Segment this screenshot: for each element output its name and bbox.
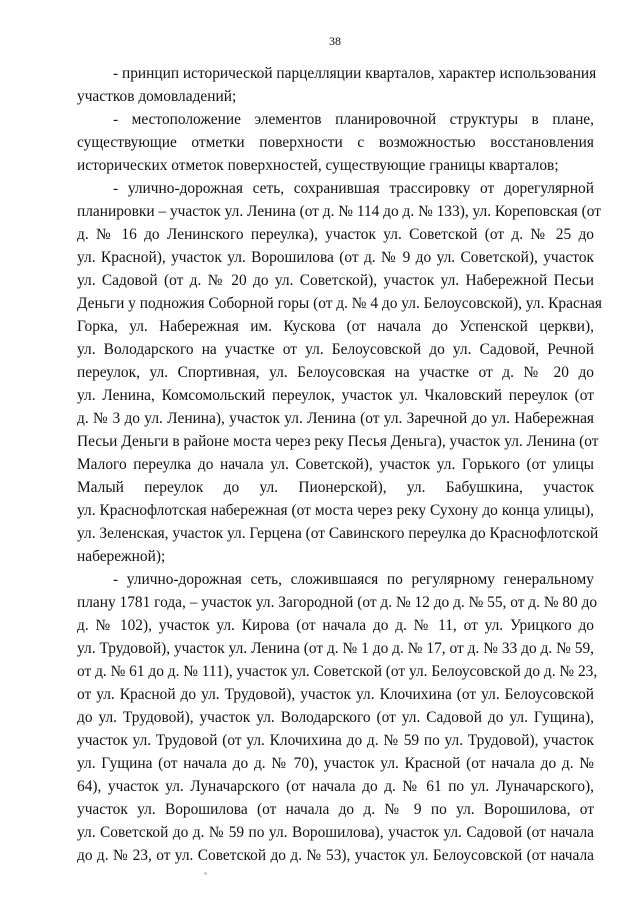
text-line: от д. № 61 до д. № 111), участок ул. Советской (от ул. Белоусовской до д. № 23,: [77, 663, 598, 680]
text-line: участок ул. Ворошилова (от начала до д. № 9 по ул. Ворошилова, от: [77, 801, 594, 818]
text-line: Горка, ул. Набережная им. Кускова (от начала до Успенской церкви),: [77, 318, 594, 335]
text-line: ул. Трудовой), участок ул. Ленина (от д. № 1 до д. № 17, от д. № 33 до д. № 59,: [77, 640, 594, 657]
text-line: - принцип исторической парцелляции кварталов, характер использования: [113, 65, 597, 82]
text-line: ул. Краснофлотская набережная (от моста через реку Сухону до конца улицы),: [77, 502, 594, 519]
text-line: д. № 3 до ул. Ленина), участок ул. Ленина (от ул. Заречной до ул. Набережная: [77, 410, 594, 427]
text-line: Песьи Деньги в районе моста через реку Песья Деньга), участок ул. Ленина (от: [77, 433, 599, 450]
text-line: Деньги у подножия Соборной горы (от д. № 4 до ул. Белоусовской), ул. Красная: [77, 295, 602, 312]
paragraph: [77, 108, 594, 177]
text-line: планировки – участок ул. Ленина (от д. № 114 до д. № 133), ул. Кореповская (от: [77, 203, 601, 220]
text-line: исторических отметок поверхностей, существующие границы кварталов;: [77, 157, 559, 174]
text-line: плану 1781 года, – участок ул. Загородной (от д. № 12 до д. № 55, от д. № 80 до: [77, 594, 598, 611]
text-line: ул. Советской до д. № 59 по ул. Ворошилова), участок ул. Садовой (от начала: [77, 824, 594, 841]
text-line: ул. Гущина (от начала до д. № 70), участок ул. Красной (от начала до д. №: [77, 755, 594, 772]
text-line: Малого переулка до начала ул. Советской), участок ул. Горького (от улицы: [77, 456, 594, 473]
text-line: переулок, ул. Спортивная, ул. Белоусовская на участке от д. № 20 до: [77, 364, 594, 381]
text-line: ул. Садовой (от д. № 20 до ул. Советской), участок ул. Набережной Песьи: [77, 272, 594, 289]
paragraph: [77, 568, 598, 867]
text-line: ул. Зеленская, участок ул. Герцена (от Савинского переулка до Краснофлотской: [77, 525, 599, 542]
document-body: [77, 62, 602, 867]
text-line: д. № 16 до Ленинского переулка), участок ул. Советской (от д. № 25 до: [77, 226, 594, 243]
text-line: - улично-дорожная сеть, сложившаяся по регулярному генеральному: [113, 571, 594, 588]
text-line: ул. Красной), участок ул. Ворошилова (от д. № 9 до ул. Советской), участок: [77, 249, 594, 266]
text-line: - улично-дорожная сеть, сохранившая трассировку от дорегулярной: [113, 180, 594, 197]
text-line: Малый переулок до ул. Пионерской), ул. Бабушкина, участок: [77, 479, 594, 496]
text-line: ул. Ленина, Комсомольский переулок, участок ул. Чкаловский переулок (от: [77, 387, 594, 404]
text-line: участков домовладений;: [77, 88, 237, 105]
text-line: до ул. Трудовой), участок ул. Володарского (от ул. Садовой до ул. Гущина),: [77, 709, 594, 726]
text-line: д. № 102), участок ул. Кирова (от начала до д. № 11, от ул. Урицкого до: [77, 617, 594, 634]
text-line: набережной);: [77, 548, 166, 565]
text-line: существующие отметки поверхности с возможностью восстановления: [77, 134, 594, 151]
page-number: 38: [329, 34, 341, 48]
text-line: ул. Володарского на участке от ул. Белоусовской до ул. Садовой, Речной: [77, 341, 594, 358]
text-line: - местоположение элементов планировочной структуры в плане,: [113, 111, 594, 128]
text-line: до д. № 23, от ул. Советской до д. № 53), участок ул. Белоусовской (от начала: [77, 847, 594, 864]
paragraph: [77, 177, 602, 568]
scan-speck: [204, 872, 207, 875]
text-line: 64), участок ул. Луначарского (от начала до д. № 61 по ул. Луначарского),: [77, 778, 594, 795]
paragraph: [77, 62, 597, 108]
text-line: участок ул. Трудовой (от ул. Клочихина до д. № 59 по ул. Трудовой), участок: [77, 732, 594, 749]
text-line: от ул. Красной до ул. Трудовой), участок ул. Клочихина (от ул. Белоусовской: [77, 686, 594, 703]
